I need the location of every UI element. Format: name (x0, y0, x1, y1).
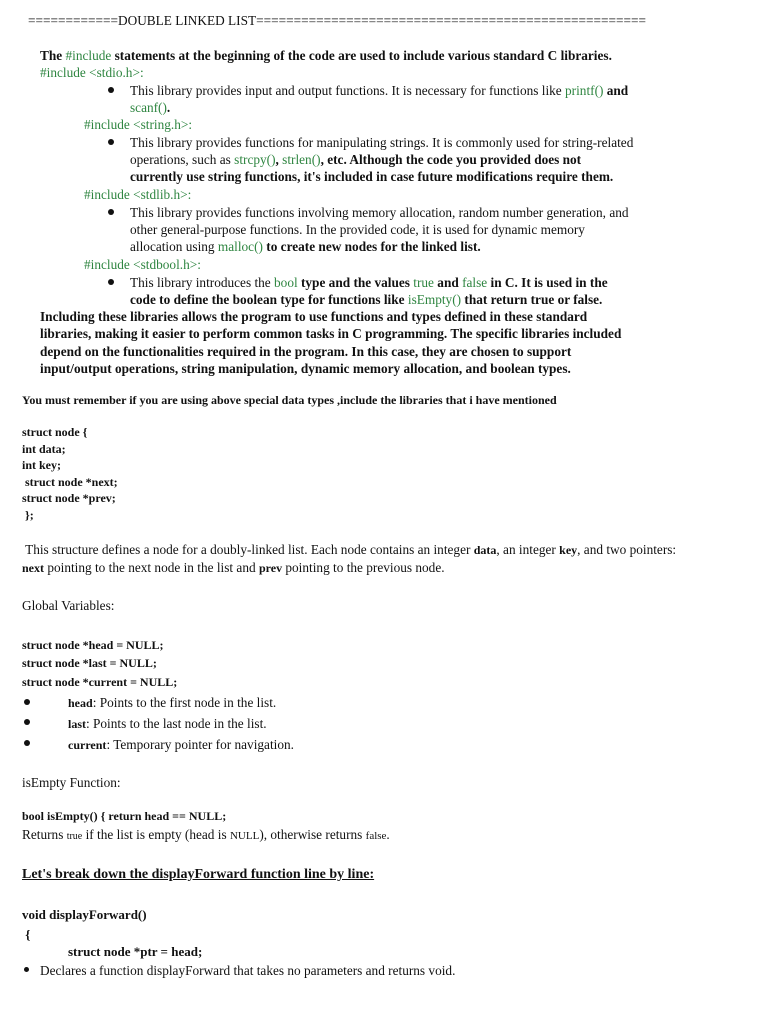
text: and (603, 83, 629, 98)
bullet-icon (24, 967, 29, 972)
stdbool-desc-line (130, 274, 608, 291)
text: , (275, 152, 283, 167)
text: , etc. Although the code you provided does not (320, 152, 582, 167)
code-line: int key; (22, 458, 61, 472)
text: type and the values (297, 275, 414, 290)
bullet-icon (24, 699, 30, 705)
stdio-heading: #include <stdio.h>: (40, 65, 144, 80)
struct-desc-line (22, 559, 445, 577)
globals-list-item (68, 694, 276, 712)
string-desc-line: currently use string functions, it's included in case future modifications require them. (130, 169, 614, 184)
bool-keyword: bool (274, 275, 298, 290)
text: pointing to the previous node. (282, 560, 445, 575)
isempty-keyword: isEmpty() (407, 292, 462, 307)
code-line: int data; (22, 442, 66, 456)
code-line: bool isEmpty() { return head == NULL; (22, 809, 227, 823)
text: . (386, 827, 390, 842)
string-desc-line: This library provides functions for manipulating strings. It is commonly used for string-related (130, 135, 634, 150)
text: , and two pointers: (577, 542, 677, 557)
stdbool-desc-line (130, 291, 602, 308)
globals-list-item (68, 715, 267, 733)
code-line: struct node { (22, 425, 88, 439)
stdio-desc-line (130, 82, 628, 99)
text: This library provides input and output functions. It is necessary for functions like (130, 83, 566, 98)
true-keyword: true (413, 275, 434, 290)
summary-line: depend on the functionalities required in the program. In this case, they are chosen to support (40, 344, 572, 359)
text: ), otherwise returns (259, 827, 366, 842)
text: to create new nodes for the linked list. (262, 239, 481, 254)
returns-line (22, 826, 390, 845)
stdlib-desc-line: This library provides functions involving memory allocation, random number generation, and (130, 205, 629, 220)
code-line: struct node *head = NULL; (22, 638, 164, 652)
text: This structure defines a node for a doubly-linked list. Each node contains an integer (22, 542, 474, 557)
text: operations, such as (130, 152, 235, 167)
code-line: { (22, 927, 31, 942)
bullet-icon (108, 209, 114, 215)
declares-line: Declares a function displayForward that takes no parameters and returns void. (40, 963, 456, 978)
text: This library introduces the (130, 275, 275, 290)
text: : Points to the last node in the list. (86, 716, 267, 731)
text: in C. It is used in the (487, 275, 608, 290)
code-line: struct node *current = NULL; (22, 675, 178, 689)
intro-paragraph (40, 47, 612, 64)
strlen-keyword: strlen() (282, 152, 321, 167)
code-line: struct node *ptr = head; (68, 944, 203, 959)
struct-desc-line (22, 541, 676, 559)
printf-keyword: printf() (565, 83, 604, 98)
code-term: data (473, 543, 497, 557)
isempty-title: isEmpty Function: (22, 775, 121, 790)
text: pointing to the next node in the list and (44, 560, 259, 575)
text: . (166, 100, 171, 115)
text: Returns (22, 827, 67, 842)
stdlib-desc-line: other general-purpose functions. In the provided code, it is used for dynamic memory (130, 222, 585, 237)
code-line: void displayForward() (22, 907, 147, 922)
stdlib-desc-line (130, 238, 481, 255)
intro-text: The (40, 48, 66, 63)
summary-line: input/output operations, string manipulation, dynamic memory allocation, and boolean types. (40, 361, 571, 376)
code-term: next (22, 561, 44, 575)
text: if the list is empty (head is (82, 827, 230, 842)
code-term: NULL (229, 830, 260, 842)
breakdown-heading: Let's break down the displayForward function line by line: (22, 867, 375, 882)
stdbool-heading: #include <stdbool.h>: (84, 257, 201, 272)
text: : Points to the first node in the list. (92, 695, 277, 710)
text: code to define the boolean type for functions like (130, 292, 408, 307)
text: , an integer (496, 542, 560, 557)
code-line: struct node *next; (22, 475, 118, 489)
scanf-keyword: scanf() (130, 100, 167, 115)
globals-title: Global Variables: (22, 598, 115, 613)
intro-text: statements at the beginning of the code are used to include various standard C libraries. (111, 48, 612, 63)
code-line: struct node *prev; (22, 491, 116, 505)
code-line: struct node *last = NULL; (22, 656, 157, 670)
text: that return true or false. (461, 292, 603, 307)
include-keyword: #include (65, 48, 112, 63)
text: and (433, 275, 463, 290)
globals-list-item (68, 736, 294, 754)
remember-note: You must remember if you are using above special data types ,include the libraries that i have mentioned (22, 393, 557, 407)
code-term: prev (258, 561, 283, 575)
summary-line: Including these libraries allows the program to use functions and types defined in these standard (40, 309, 588, 324)
bullet-icon (108, 279, 114, 285)
code-term: key (559, 543, 578, 557)
string-heading: #include <string.h>: (84, 117, 193, 132)
false-keyword: false (462, 275, 488, 290)
bullet-icon (24, 719, 30, 725)
bullet-icon (108, 87, 114, 93)
stdio-desc-line (130, 99, 170, 116)
strcpy-keyword: strcpy() (234, 152, 276, 167)
code-term: false (365, 830, 387, 842)
text: allocation using (130, 239, 218, 254)
bullet-icon (108, 139, 114, 145)
code-line: }; (22, 508, 34, 522)
text: : Temporary pointer for navigation. (106, 737, 294, 752)
code-term: current (68, 738, 107, 752)
code-term: true (66, 831, 83, 842)
string-desc-line (130, 151, 581, 168)
document-header: ============DOUBLE LINKED LIST==================================================== (28, 13, 647, 28)
code-term: head (68, 696, 93, 710)
bullet-icon (24, 740, 30, 746)
code-term: last (68, 717, 86, 731)
summary-line: libraries, making it easier to perform common tasks in C programming. The specific libraries included (40, 326, 622, 341)
malloc-keyword: malloc() (217, 239, 263, 254)
stdlib-heading: #include <stdlib.h>: (84, 187, 192, 202)
